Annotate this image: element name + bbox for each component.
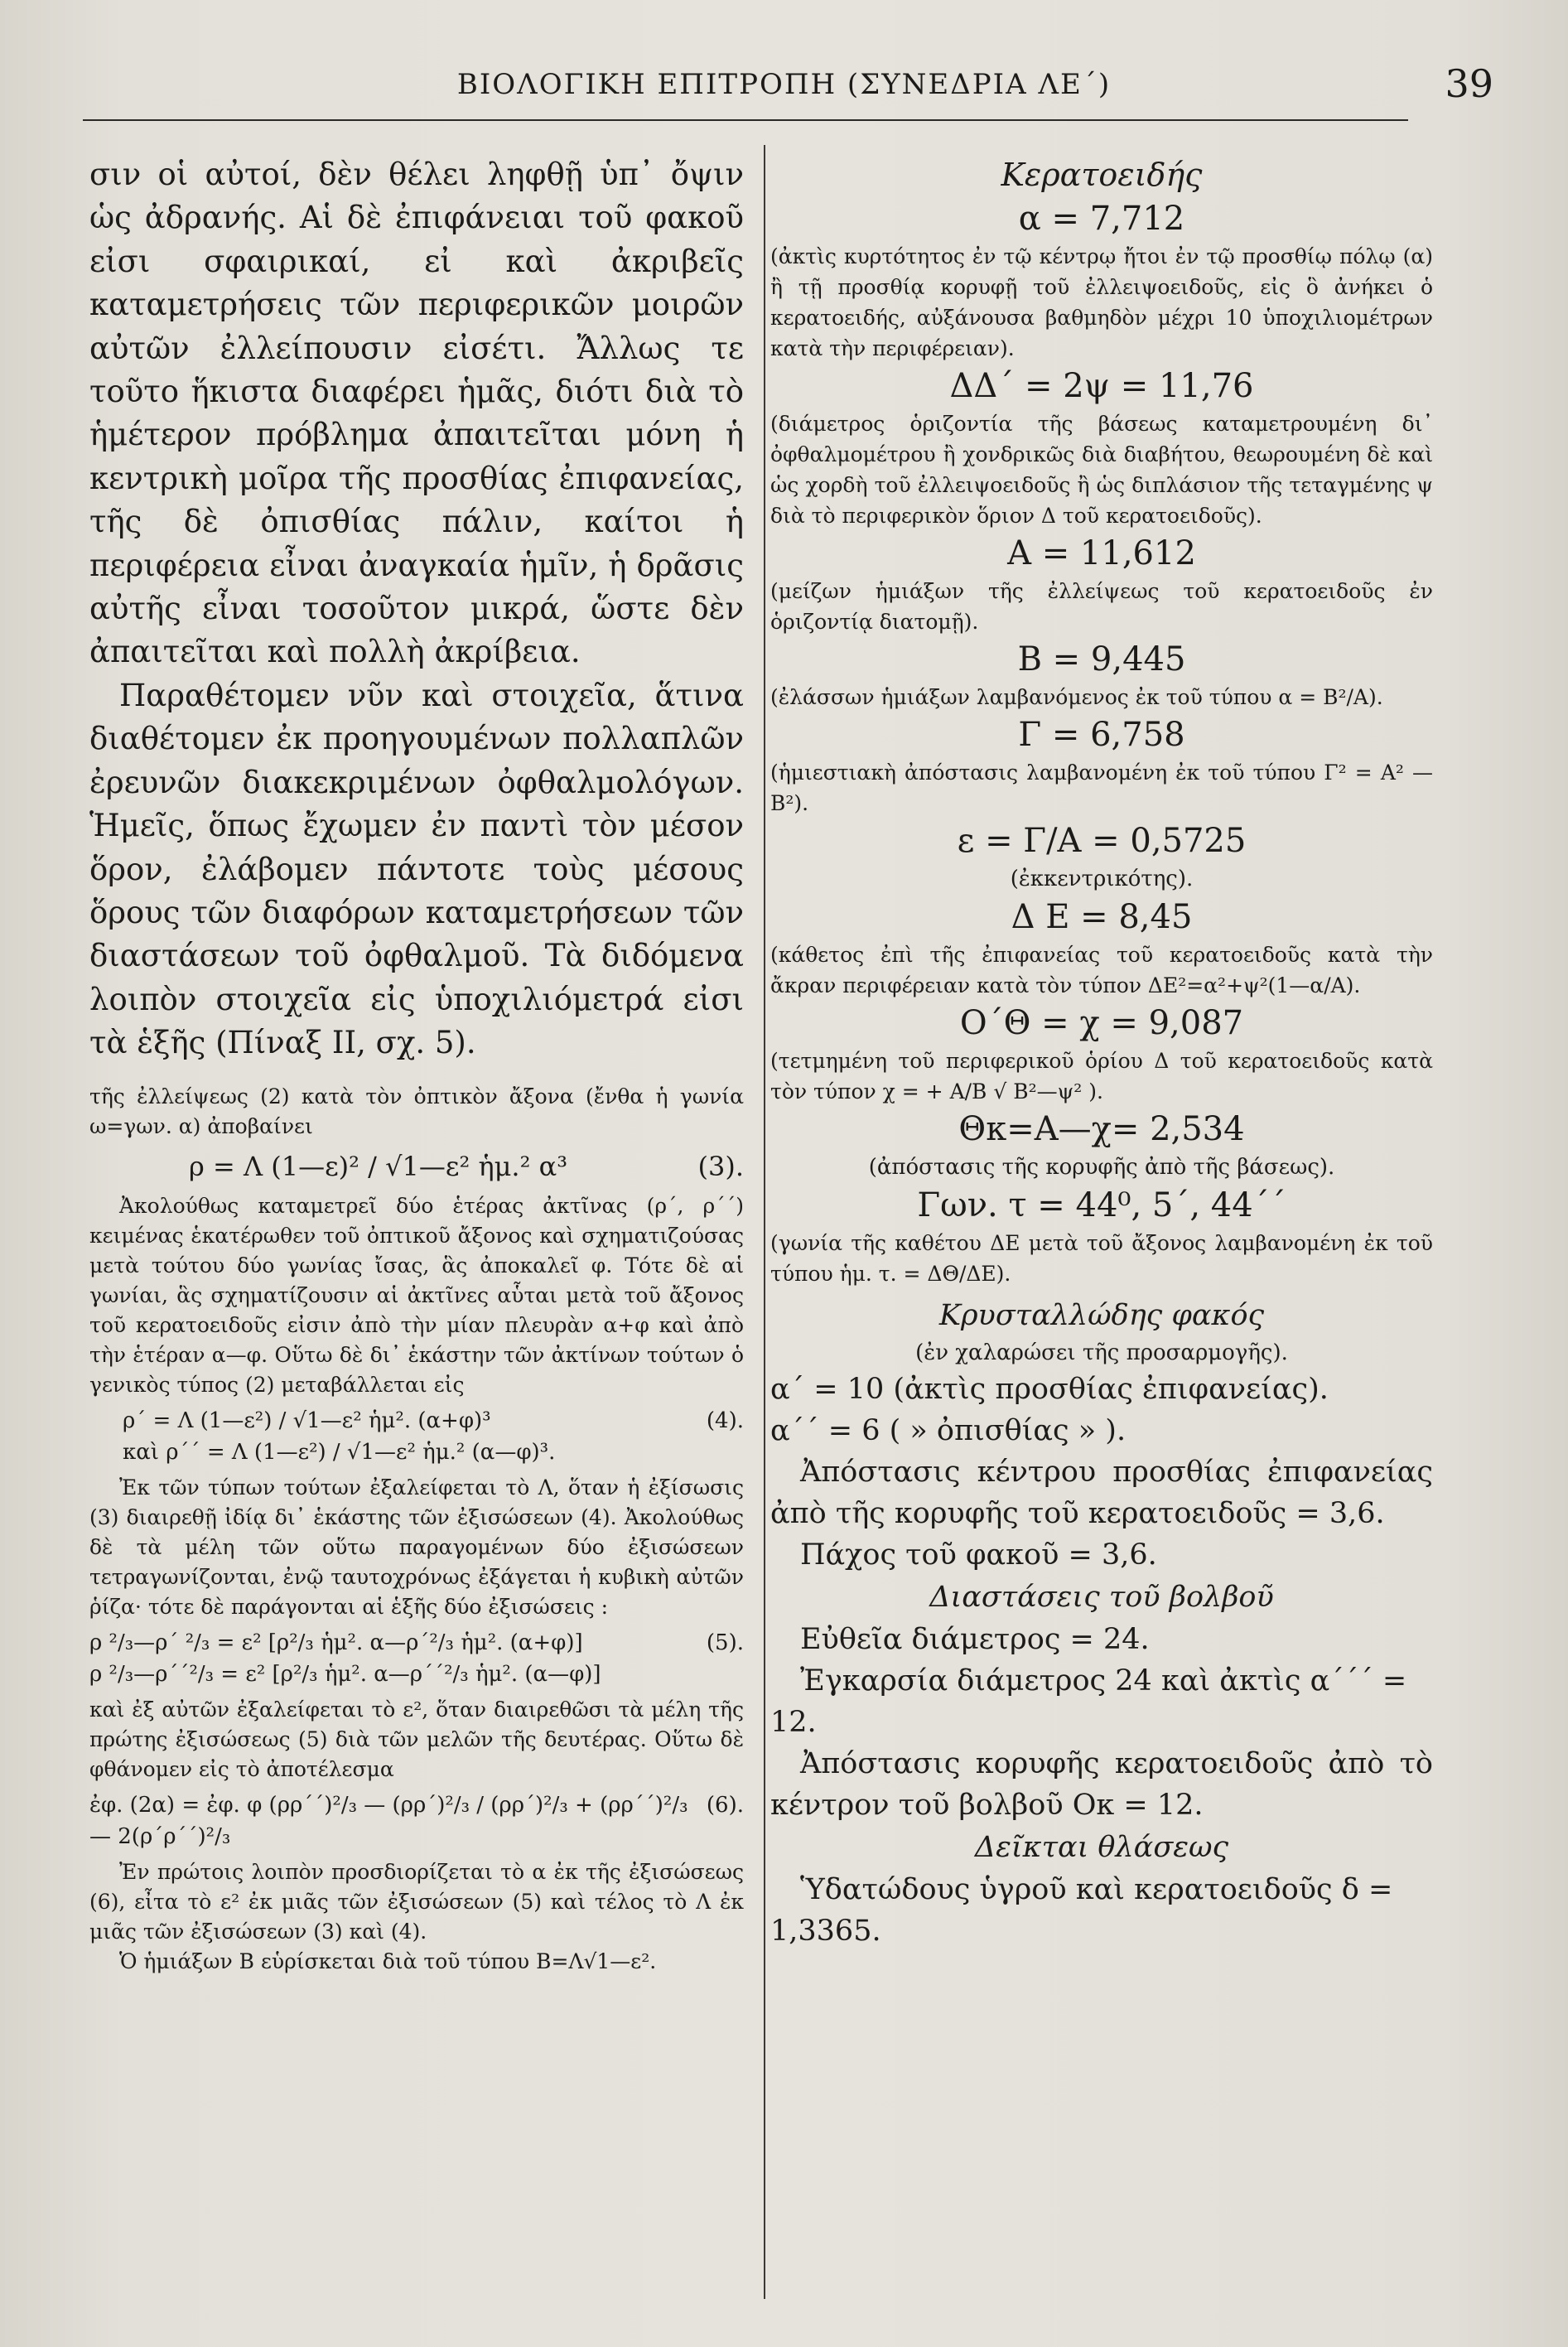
equation-4a: ρ΄ = Λ (1—ε²) / √1—ε² ἡμ². (α+φ)³ (123, 1408, 491, 1433)
equation-5b: ρ ²/₃—ρ΄΄²/₃ = ε² [ρ²/₃ ἡμ². α—ρ΄΄²/₃ ἡμ². (α—φ)] (89, 1661, 601, 1687)
equation-6-body: ἐφ. (2α) = ἐφ. φ (ρρ΄΄)²/₃ — (ρρ΄)²/₃ / (ρρ΄)²/₃ + (ρρ΄΄)²/₃ — 2(ρ΄ρ΄΄)²/₃ (89, 1792, 688, 1849)
value-abscissa: Ο΄Θ = χ = 9,087 (959, 1004, 1244, 1042)
heading-bulb-dimensions: Διαστάσεις τοῦ βολβοῦ (929, 1581, 1274, 1614)
right-column (770, 153, 1433, 2307)
text-ellipse-axis: τῆς ἐλλείψεως (2) κατὰ τὸν ὀπτικὸν ἄξονα (ἔνθα ἡ γωνία ω=γων. α) ἀποβαίνει (89, 1084, 744, 1138)
value-major-semiaxis: Α = 11,612 (1007, 534, 1196, 572)
equation-4-number: (4). (706, 1408, 744, 1433)
text-semi-axis-b: Ὁ ἡμιάξων Β εὑρίσκεται διὰ τοῦ τύπου Β=Λ√1—ε². (119, 1949, 657, 1973)
value-vertex-distance: Θκ=Α—χ= 2,534 (958, 1110, 1245, 1148)
header-rule (83, 119, 1408, 121)
equation-3-number: (3). (697, 1150, 744, 1182)
value-angle: Γων. τ = 44⁰, 5΄, 44΄΄ (917, 1186, 1286, 1224)
lens-anterior-radius: α΄ = 10 (ἀκτὶς προσθίας ἐπιφανείας). (770, 1373, 1329, 1406)
paragraph-data-intro: Παραθέτομεν νῦν καὶ στοιχεῖα, ἅτινα διαθέτομεν ἐκ προηγουμένων πολλαπλῶν ἐρευνῶν διακεκριμένων ὀφθαλμολόγων. Ἡμεῖς, ὅπως ἔχωμεν ἐν παντὶ τὸν μέσον ὅρον, ἐλάβομεν πάντοτε τοὺς μέσους ὅρους τῶν διαφόρων καταμετρήσεων τῶν διαστάσεων τοῦ ὀφθαλμοῦ. Τὰ διδόμενα λοιπὸν στοιχεῖα εἰς ὑποχιλιόμετρά εἰσι τὰ ἑξῆς (Πίναξ ΙΙ, σχ. 5). (89, 677, 744, 1061)
note-alpha: (ἀκτὶς κυρτότητος ἐν τῷ κέντρῳ ἤτοι ἐν τῷ προσθίῳ πόλῳ (α) ἢ τῇ προσθίᾳ κορυφῇ τοῦ ἐλλειψοειδοῦς, εἰς ὃ ἀνήκει ὁ κερατοειδής, αὐξάνουσα βαθμηδὸν μέχρι 10 ὑποχιλιομέτρων κατὰ τὴν περιφέρειαν). (770, 244, 1433, 360)
note-crystalline-lens: (ἐν χαλαρώσει τῆς προσαρμογῆς). (915, 1340, 1288, 1365)
value-delta: ΔΔ΄ = 2ψ = 11,76 (949, 367, 1254, 405)
text-eliminate-lambda: Ἐκ τῶν τύπων τούτων ἐξαλείφεται τὸ Λ, ὅταν ἡ ἐξίσωσις (3) διαιρεθῇ ἰδίᾳ δι᾽ ἑκάστης τῶν ἐξισώσεων (4). Ἀκολούθως δὲ τὰ μέλη τῶν οὕτω παραγομένων δύο ἐξισώσεων τετραγωνίζονται, ἐνῷ ταυτοχρόνως ἐξάγεται ἡ κυβικὴ αὐτῶν ῥίζα· τότε δὲ παράγονται αἱ ἑξῆς δύο ἐξισώσεις : (89, 1475, 744, 1619)
bulb-transverse-diameter: Ἐγκαρσία διάμετρος 24 καὶ ἀκτὶς α΄΄΄ = 12. (770, 1664, 1407, 1739)
heading-refraction-indices: Δεῖκται θλάσεως (974, 1831, 1229, 1864)
lens-center-distance: Ἀπόστασις κέντρου προσθίας ἐπιφανείας ἀπὸ τῆς κορυφῆς τοῦ κερατοειδοῦς = 3,6. (770, 1456, 1433, 1530)
left-column (89, 153, 744, 2307)
note-major-semiaxis: (μείζων ἡμιάξων τῆς ἐλλείψεως τοῦ κερατοειδοῦς ἐν ὁριζοντίᾳ διατομῇ). (770, 579, 1433, 634)
equation-3 (89, 1147, 744, 1186)
note-angle: (γωνία τῆς καθέτου ΔΕ μετὰ τοῦ ἄξονος λαμβανομένη ἐκ τοῦ τύπου ἡμ. τ. = ΔΘ/ΔΕ). (770, 1231, 1433, 1286)
note-minor-semiaxis: (ἐλάσσων ἡμιάξων λαμβανόμενος ἐκ τοῦ τύπου α = Β²/Α). (770, 685, 1383, 709)
value-minor-semiaxis: Β = 9,445 (1017, 640, 1186, 679)
column-divider (764, 145, 765, 2299)
equation-4 (89, 1405, 744, 1468)
equation-5 (89, 1627, 744, 1690)
value-eccentricity: ε = Γ/Α = 0,5725 (957, 822, 1247, 860)
equation-5-number: (5). (706, 1630, 744, 1655)
bulb-straight-diameter: Εὐθεῖα διάμετρος = 24. (800, 1623, 1150, 1656)
value-normal-de: Δ Ε = 8,45 (1011, 898, 1193, 936)
equation-3-body: ρ = Λ (1—ε)² / √1—ε² ἡμ.² α³ (189, 1150, 568, 1182)
note-delta: (διάμετρος ὁριζοντία τῆς βάσεως καταμετρουμένη δι᾽ ὀφθαλμομέτρου ἢ χονδρικῶς διὰ διαβήτου, θεωρουμένη δὲ καὶ ὡς χορδὴ τοῦ ἐλλειψοειδοῦς ἢ ὡς διπλάσιον τῆς τεταγμένης ψ διὰ τὸ περιφερικὸν ὅριον Δ τοῦ κερατοειδοῦς). (770, 412, 1433, 528)
running-head (75, 60, 1493, 109)
lens-thickness: Πάχος τοῦ φακοῦ = 3,6. (800, 1538, 1157, 1572)
running-title: ΒΙΟΛΟΓΙΚΗ ΕΠΙΤΡΟΠΗ (ΣΥΝΕΔΡΙΑ ΛΕ΄) (456, 68, 1112, 101)
lens-posterior-radius: α΄΄ = 6 ( » ὀπισθίας » ). (770, 1414, 1127, 1447)
note-vertex-distance: (ἀπόστασις τῆς κορυφῆς ἀπὸ τῆς βάσεως). (868, 1155, 1335, 1180)
value-semifocal: Γ = 6,758 (1018, 716, 1185, 754)
equation-5a: ρ ²/₃—ρ΄ ²/₃ = ε² [ρ²/₃ ἡμ². α—ρ΄²/₃ ἡμ². (α+φ)] (89, 1630, 583, 1655)
heading-cornea: Κερατοειδής (1001, 157, 1203, 193)
note-eccentricity: (ἐκκεντρικότης). (1010, 867, 1194, 891)
refraction-aqueous: Ὑδατώδους ὑγροῦ καὶ κερατοειδοῦς δ = 1,3365. (770, 1873, 1393, 1948)
note-abscissa: (τετμημένη τοῦ περιφερικοῦ ὁρίου Δ τοῦ κερατοειδοῦς κατὰ τὸν τύπον χ = + Α/Β √ Β²—ψ² ). (770, 1049, 1433, 1103)
equation-6-number: (6). (706, 1792, 744, 1818)
paragraph-lens-surfaces: σιν οἱ αὐτοί, δὲν θέλει ληφθῇ ὑπ᾽ ὄψιν ὡς ἀδρανής. Αἱ δὲ ἐπιφάνειαι τοῦ φακοῦ εἰσι σφαιρικαί, εἰ καὶ ἀκριβεῖς καταμετρήσεις τῶν περιφερικῶν μοιρῶν αὐτῶν ἐλλείπουσιν εἰσέτι. Ἄλλως τε τοῦτο ἥκιστα διαφέρει ἡμᾶς, διότι διὰ τὸ ἡμέτερον πρόβλημα ἀπαιτεῖται μόνη ἡ κεντρικὴ μοῖρα τῆς προσθίας ἐπιφανείας, τῆς δὲ ὀπισθίας πάλιν, καίτοι ἡ περιφέρεια εἶναι ἀναγκαία ἡμῖν, ἡ δρᾶσις αὐτῆς εἶναι τοσοῦτον μικρά, ὥστε δὲν ἀπαιτεῖται καὶ πολλὴ ἀκρίβεια. (89, 157, 744, 670)
equation-6 (89, 1789, 744, 1852)
heading-crystalline-lens: Κρυσταλλώδης φακός (938, 1299, 1265, 1332)
note-semifocal: (ἡμιεστιακὴ ἀπόστασις λαμβανομένη ἐκ τοῦ τύπου Γ² = Α² — Β²). (770, 761, 1433, 815)
text-eliminate-epsilon: καὶ ἐξ αὐτῶν ἐξαλείφεται τὸ ε², ὅταν διαιρεθῶσι τὰ μέλη τῆς πρώτης ἐξισώσεως (5) διὰ τῶν μελῶν τῆς δευτέρας. Οὕτω δὲ φθάνομεν εἰς τὸ ἀποτέλεσμα (89, 1697, 744, 1781)
text-two-radii: Ἀκολούθως καταμετρεῖ δύο ἑτέρας ἀκτῖνας (ρ΄, ρ΄΄) κειμένας ἑκατέρωθεν τοῦ ὀπτικοῦ ἄξονος καὶ σχηματιζούσας μετὰ τούτου δύο γωνίας ἴσας, ἃς ἀποκαλεῖ φ. Τότε δὲ αἱ γωνίαι, ἃς σχηματίζουσιν αἱ ἀκτῖνες αὗται μετὰ τοῦ ἄξονος τοῦ κερατοειδοῦς εἰσιν ἀπὸ τὴν μίαν πλευρὰν α+φ καὶ ἀπὸ τὴν ἑτέραν α—φ. Οὕτω δὲ δι᾽ ἑκάστην τῶν ἀκτίνων τούτων ὁ γενικὸς τύπος (2) μεταβάλλεται εἰς (89, 1193, 744, 1397)
bulb-vertex-distance: Ἀπόστασις κορυφῆς κερατοειδοῦς ἀπὸ τὸ κέντρον τοῦ βολβοῦ Οκ = 12. (770, 1747, 1433, 1822)
text-determine-alpha: Ἐν πρώτοις λοιπὸν προσδιορίζεται τὸ α ἐκ τῆς ἐξισώσεως (6), εἶτα τὸ ε² ἐκ μιᾶς τῶν ἐξισώσεων (5) καὶ τέλος τὸ Λ ἐκ μιᾶς τῶν ἐξισώσεων (3) καὶ (4). (89, 1859, 744, 1944)
page-number: 39 (1445, 61, 1493, 106)
equation-4b: καὶ ρ΄΄ = Λ (1—ε²) / √1—ε² ἡμ.² (α—φ)³. (123, 1439, 556, 1465)
note-normal-de: (κάθετος ἐπὶ τῆς ἐπιφανείας τοῦ κερατοειδοῦς κατὰ τὴν ἄκραν περιφέρειαν κατὰ τὸν τύπον ΔΕ²=α²+ψ²(1—α/Α). (770, 943, 1433, 997)
value-alpha: α = 7,712 (1018, 200, 1185, 238)
